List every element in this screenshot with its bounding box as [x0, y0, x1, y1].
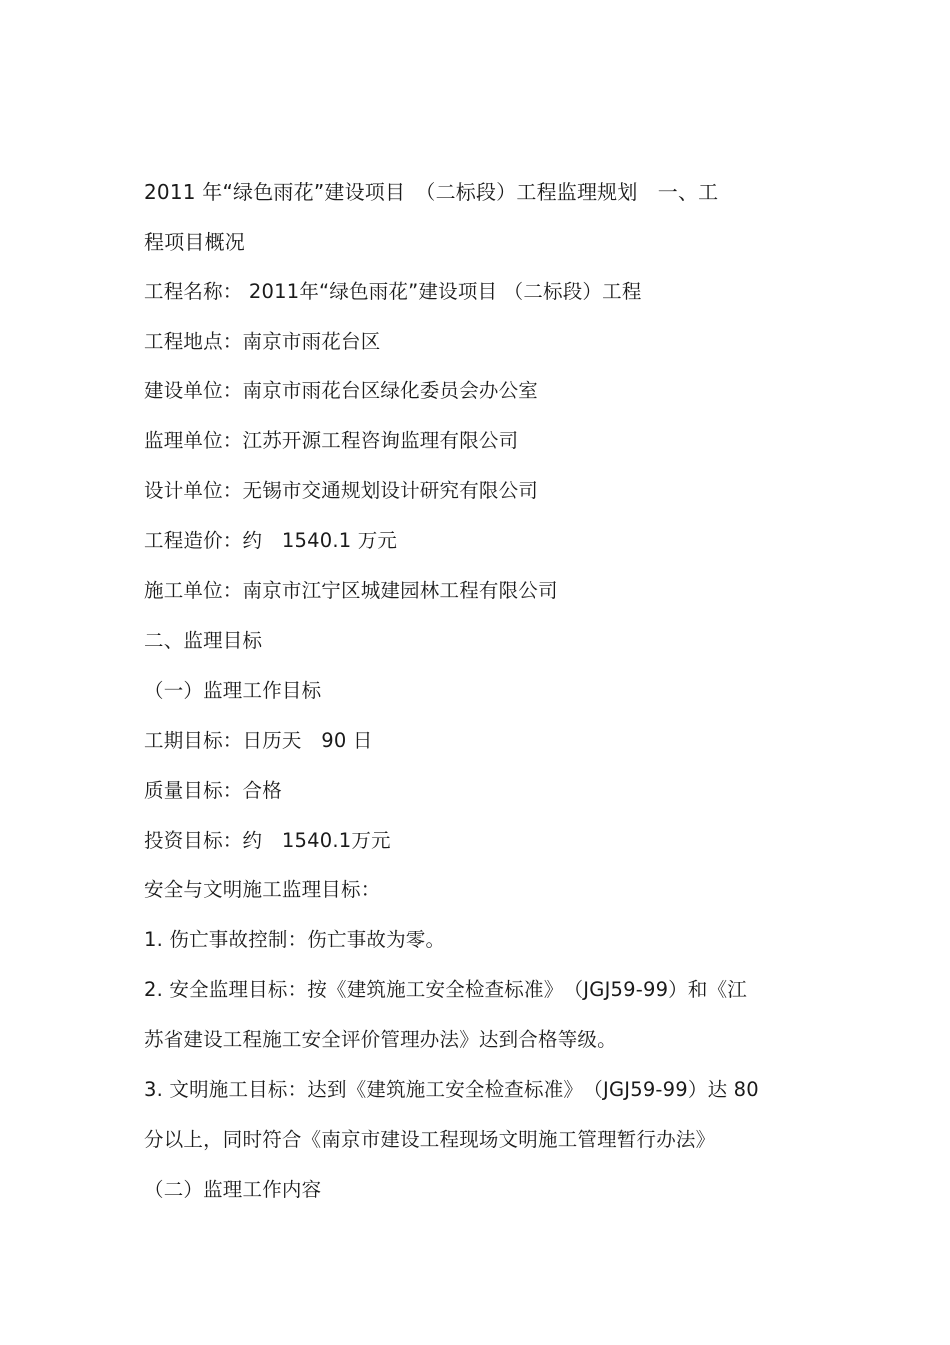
document-title-line-2: 程项目概况	[144, 230, 245, 254]
investment-goal-line: 投资目标：约 1540.1万元	[144, 829, 391, 852]
safety-goals-heading: 安全与文明施工监理目标：	[144, 878, 381, 901]
subsection-heading-work-content: （二）监理工作内容	[144, 1178, 322, 1201]
safety-item-2: 2. 安全监理目标：按《建筑施工安全检查标准》 （JGJ59-99）和《江	[144, 978, 747, 1001]
supervision-unit-line: 监理单位：江苏开源工程咨询监理有限公司	[144, 429, 519, 452]
safety-item-2-cont: 苏省建设工程施工安全评价管理办法》达到合格等级。	[144, 1028, 617, 1051]
safety-item-3: 3. 文明施工目标：达到《建筑施工安全检查标准》 （JGJ59-99）达 80	[144, 1078, 759, 1101]
document-title-line-1: 2011 年“绿色雨花”建设项目 （二标段）工程监理规划 一、工	[144, 180, 719, 204]
safety-item-3-cont: 分以上，同时符合《南京市建设工程现场文明施工管理暂行办法》	[144, 1128, 716, 1151]
safety-item-1: 1. 伤亡事故控制：伤亡事故为零。	[144, 928, 446, 951]
design-unit-line: 设计单位：无锡市交通规划设计研究有限公司	[144, 479, 539, 502]
project-location-line: 工程地点：南京市雨花台区	[144, 330, 381, 353]
quality-goal-line: 质量目标：合格	[144, 779, 282, 802]
contractor-line: 施工单位：南京市江宁区城建园林工程有限公司	[144, 579, 558, 602]
schedule-goal-line: 工期目标：日历天 90 日	[144, 729, 373, 752]
project-name-line: 工程名称： 2011年“绿色雨花”建设项目 （二标段）工程	[144, 280, 642, 303]
project-cost-line: 工程造价：约 1540.1 万元	[144, 529, 398, 552]
section-heading-goals: 二、监理目标	[144, 629, 263, 652]
construction-unit-line: 建设单位：南京市雨花台区绿化委员会办公室	[144, 379, 539, 402]
subsection-heading-work-goals: （一）监理工作目标	[144, 679, 322, 702]
